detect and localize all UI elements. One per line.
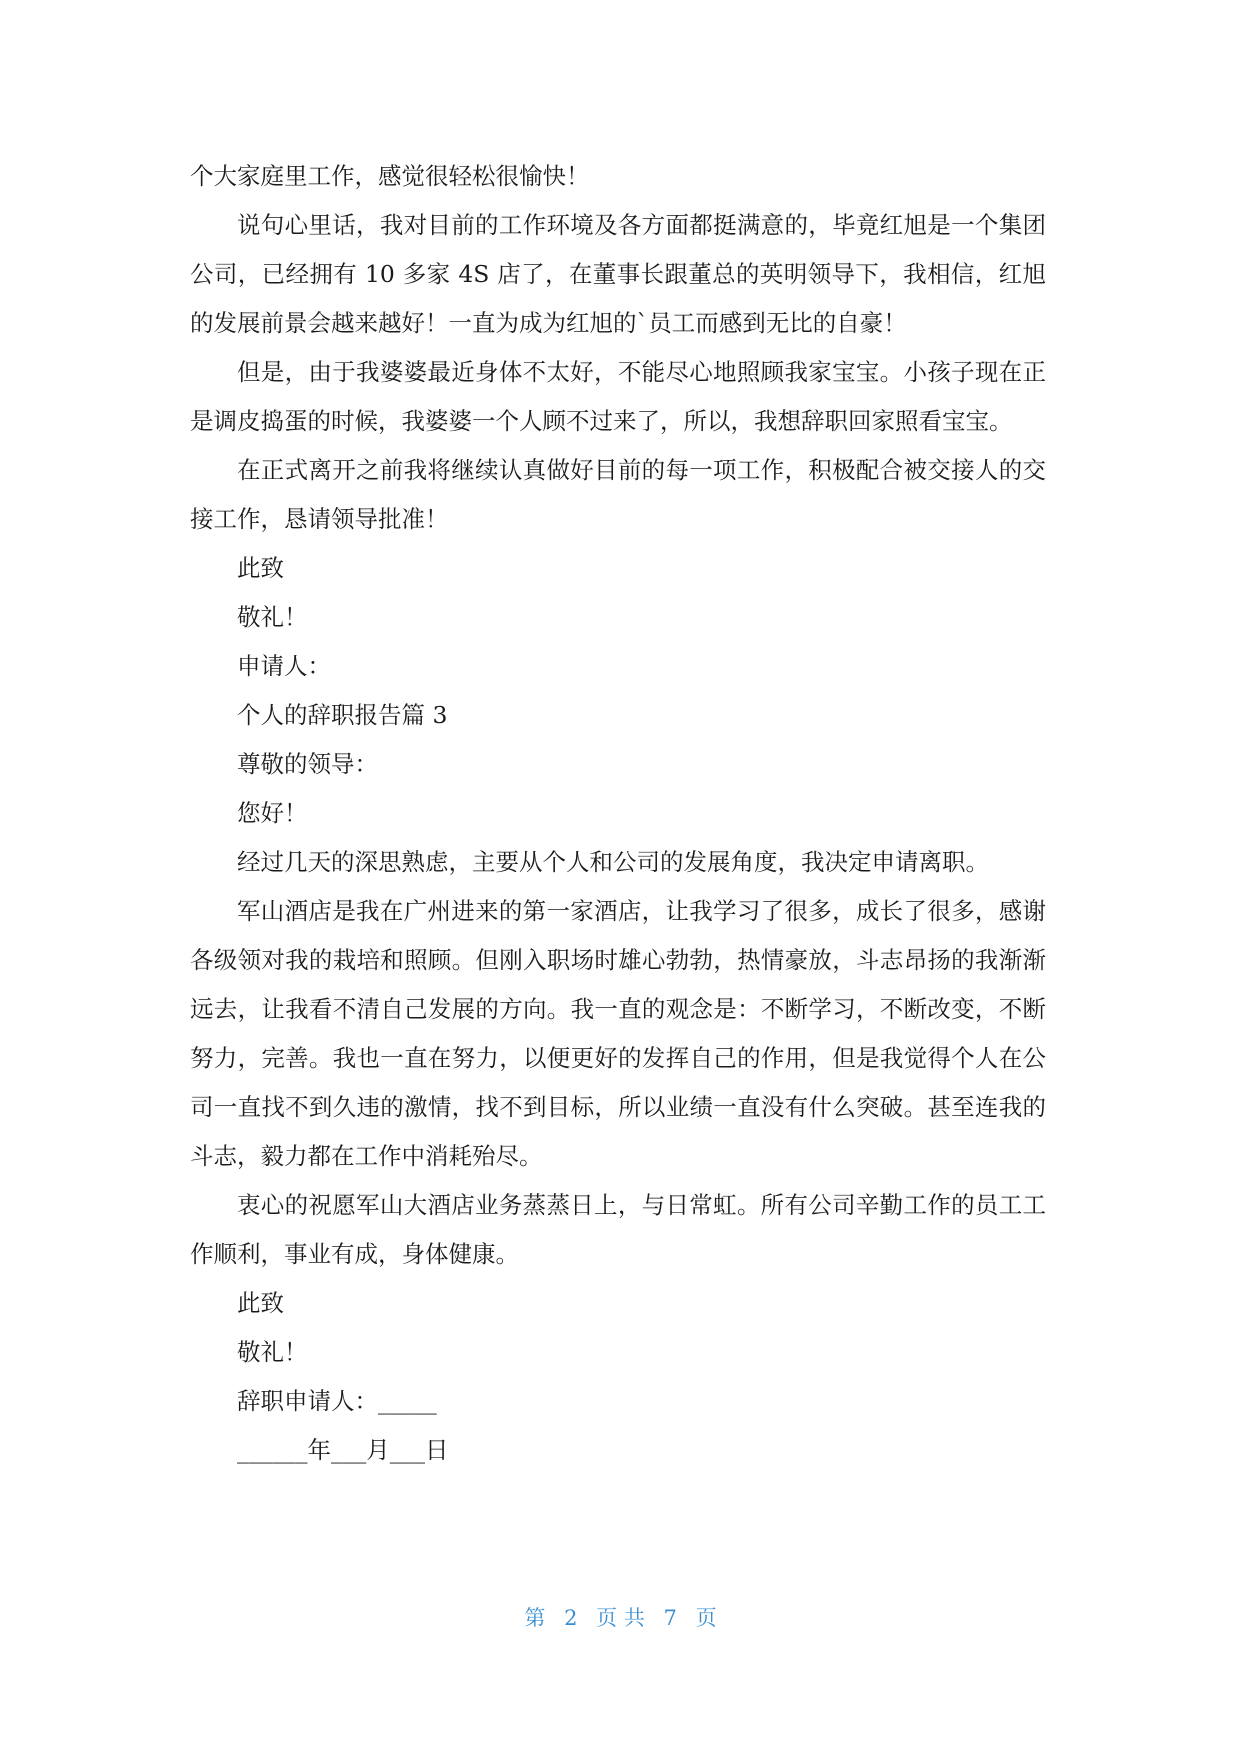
document-body [190, 152, 1046, 1475]
paragraph: 个大家庭里工作，感觉很轻松很愉快！ [190, 162, 590, 190]
closing-salutation: 此致 [237, 554, 284, 582]
footer-label-ye: 页 [695, 1606, 717, 1630]
paragraph: 衷心的祝愿军山大酒店业务蒸蒸日上，与日常虹。所有公司辛勤工作的员工工作顺利，事业有成，身体健康。 [190, 1191, 1046, 1268]
paragraph: 说句心里话，我对目前的工作环境及各方面都挺满意的，毕竟红旭是一个集团公司，已经拥有 10 多家 4S 店了，在董事长跟董总的英明领导下，我相信，红旭的发展前景会越来越好！一直为成为红旭的`员工而感到无比的自豪！ [190, 211, 1046, 337]
closing-regards: 敬礼！ [237, 603, 308, 631]
current-page-number: 2 [564, 1606, 578, 1630]
greeting: 您好！ [237, 799, 308, 827]
paragraph: 军山酒店是我在广州进来的第一家酒店，让我学习了很多，成长了很多，感谢各级领对我的栽培和照顾。但刚入职场时雄心勃勃，热情豪放，斗志昂扬的我渐渐远去，让我看不清自己发展的方向。我一直的观念是：不断学习，不断改变，不断努力，完善。我也一直在努力，以便更好的发挥自己的作用，但是我觉得个人在公司一直找不到久违的激情，找不到目标，所以业绩一直没有什么突破。甚至连我的斗志，毅力都在工作中消耗殆尽。 [190, 897, 1046, 1170]
greeting-recipient: 尊敬的领导： [237, 750, 378, 778]
paragraph: 在正式离开之前我将继续认真做好目前的每一项工作，积极配合被交接人的交接工作，恳请领导批准！ [190, 456, 1046, 533]
signature-line: 辞职申请人：_____ [237, 1387, 437, 1415]
footer-label-di: 第 [524, 1606, 546, 1630]
total-pages-number: 7 [663, 1606, 677, 1630]
closing-regards: 敬礼！ [237, 1338, 308, 1366]
closing-salutation: 此致 [237, 1289, 284, 1317]
paragraph: 经过几天的深思熟虑，主要从个人和公司的发展角度，我决定申请离职。 [237, 848, 989, 876]
applicant-label: 申请人： [237, 652, 331, 680]
paragraph: 但是，由于我婆婆最近身体不太好，不能尽心地照顾我家宝宝。小孩子现在正是调皮捣蛋的时候，我婆婆一个人顾不过来了，所以，我想辞职回家照看宝宝。 [190, 358, 1046, 435]
section-title: 个人的辞职报告篇 3 [237, 701, 448, 729]
footer-label-ye-gong: 页 共 [596, 1606, 645, 1630]
page-footer [0, 1602, 1241, 1632]
date-line: ______年___月___日 [237, 1436, 449, 1464]
